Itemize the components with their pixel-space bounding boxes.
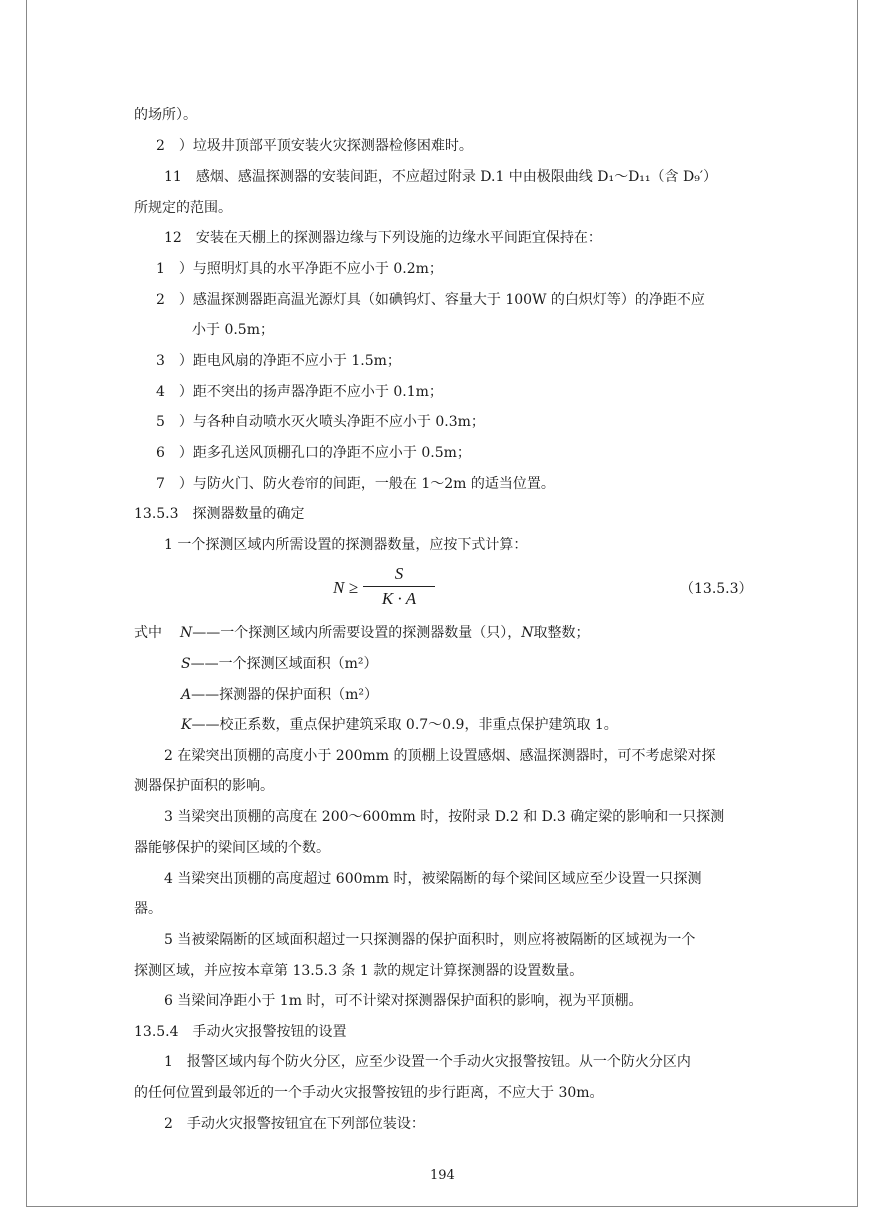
formula-numerator: S: [394, 564, 404, 583]
symbol: S: [181, 656, 191, 672]
section-heading: 13.5.3 探测器数量的确定: [134, 506, 305, 522]
formula-denominator: K · A: [381, 589, 417, 608]
symbol: K: [181, 717, 192, 733]
text-line: 3 当梁突出顶棚的高度在 200～600mm 时，按附录 D.2 和 D.3 确定梁的影响和一只探测: [164, 809, 725, 825]
text-line: 7 ）与防火门、防火卷帘的间距，一般在 1～2m 的适当位置。: [156, 476, 555, 492]
symbol: N: [521, 625, 534, 641]
text-line: 的任何位置到最邻近的一个手动火灾报警按钮的步行距离，不应大于 30m。: [134, 1085, 604, 1101]
text-line: 11 感烟、感温探测器的安装间距，不应超过附录 D.1 中由极限曲线 D₁～D₁₁（含 D₉′）: [164, 169, 717, 185]
text-line: 5 当被梁隔断的区域面积超过一只探测器的保护面积时，则应将被隔断的区域视为一个: [164, 932, 696, 948]
text-line: 12 安装在天棚上的探测器边缘与下列设施的边缘水平间距宜保持在：: [164, 230, 602, 246]
symbol: A: [181, 687, 192, 703]
text-line: 5 ）与各种自动喷水灭火喷头净距不应小于 0.3m；: [156, 414, 485, 430]
text-line: 所规定的范围。: [134, 200, 232, 216]
text-line: 2 ）垃圾井顶部平顶安装火灾探测器检修困难时。: [156, 138, 473, 154]
equation-number: （13.5.3）: [680, 581, 753, 597]
symbol: N: [180, 625, 193, 641]
symbol-def: ——探测器的保护面积（m²）: [191, 687, 379, 703]
symbol-def: 取整数；: [533, 625, 590, 641]
fraction-bar: [363, 586, 435, 587]
text-line: 器。: [134, 901, 162, 917]
where-line: [134, 624, 590, 642]
text-line: 测器保护面积的影响。: [134, 778, 274, 794]
text-line: 3 ）距电风扇的净距不应小于 1.5m；: [156, 353, 401, 369]
text-line: 1 一个探测区域内所需设置的探测器数量，应按下式计算：: [164, 537, 528, 553]
text-line: 的场所）。: [134, 107, 197, 123]
text-line: 6 当梁间净距小于 1m 时，可不计梁对探测器保护面积的影响，视为平顶棚。: [164, 993, 643, 1009]
text-line: 2 ）感温探测器距高温光源灯具（如碘钨灯、容量大于 100W 的白炽灯等）的净距不应: [156, 292, 705, 308]
where-line: [181, 716, 618, 734]
page-number: 194: [430, 1168, 455, 1183]
section-heading: 13.5.4 手动火灾报警按钮的设置: [134, 1024, 347, 1040]
symbol-def: ——校正系数，重点保护建筑采取 0.7～0.9，非重点保护建筑取 1。: [191, 717, 618, 733]
text-line: 1 ）与照明灯具的水平净距不应小于 0.2m；: [156, 261, 443, 277]
text-line: 4 ）距不突出的扬声器净距不应小于 0.1m；: [156, 384, 443, 400]
where-line: [181, 686, 378, 704]
text-line: 4 当梁突出顶棚的高度超过 600mm 时，被梁隔断的每个梁间区域应至少设置一只探测: [164, 871, 702, 887]
text-line: 器能够保护的梁间区域的个数。: [134, 840, 330, 856]
formula-lhs: N ≥: [333, 578, 358, 597]
text-line: 探测区域，并应按本章第 13.5.3 条 1 款的规定计算探测器的设置数量。: [134, 963, 584, 979]
text-line: 小于 0.5m；: [192, 322, 274, 338]
text-line: 2 在梁突出顶棚的高度小于 200mm 的顶棚上设置感烟、感温探测器时，可不考虑梁对探: [164, 748, 716, 764]
where-line: [181, 655, 377, 673]
symbol-def: ——一个探测区域内所需要设置的探测器数量（只），: [192, 625, 522, 641]
formula-fraction: [363, 564, 435, 609]
where-lead: 式中: [134, 625, 162, 641]
symbol-def: ——一个探测区域面积（m²）: [190, 656, 378, 672]
text-line: 1 报警区域内每个防火分区，应至少设置一个手动火灾报警按钮。从一个防火分区内: [164, 1054, 691, 1070]
text-line: 2 手动火灾报警按钮宜在下列部位装设：: [164, 1116, 425, 1132]
text-line: 6 ）距多孔送风顶棚孔口的净距不应小于 0.5m；: [156, 445, 471, 461]
